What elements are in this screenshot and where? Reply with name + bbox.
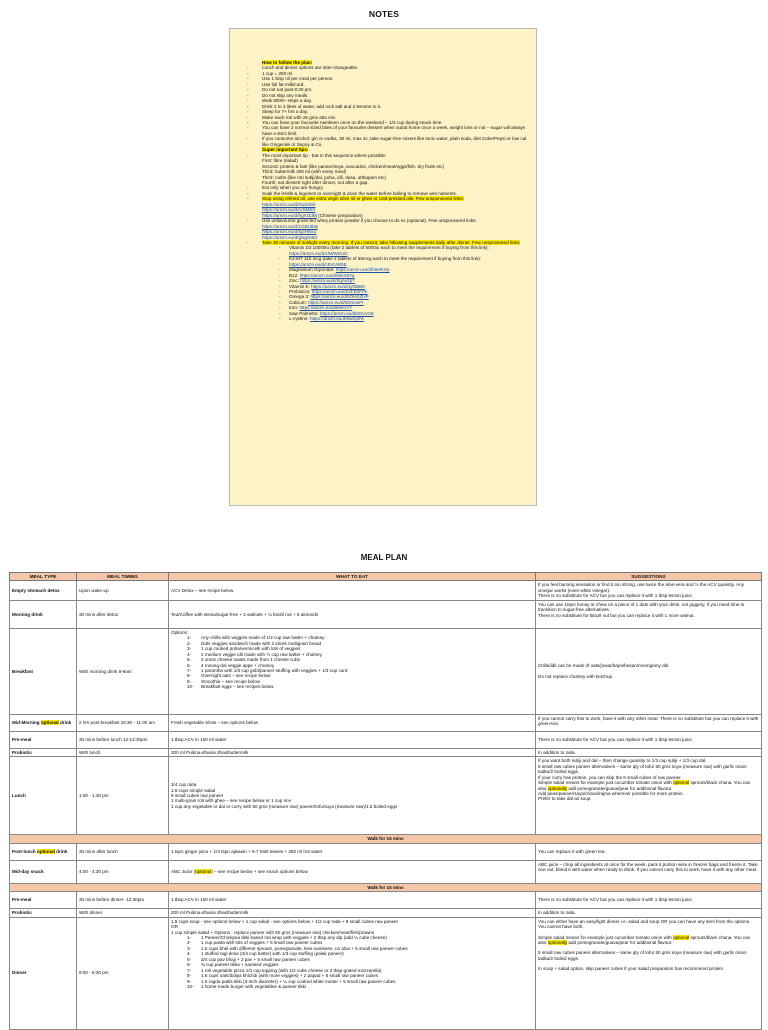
option-text: Smoothie – see recipe below [201, 678, 260, 684]
bullet-dash: - [279, 283, 281, 289]
suggestion-line: If you want both subji and dal – then change quantity to 1/3 cup subji + 1/3 cup dal. [538, 758, 707, 764]
supplement-label: Calcium: [289, 299, 309, 305]
meal-type: Probiotic [10, 909, 77, 917]
bullet-dash: - [247, 125, 249, 131]
option-number: 9- [187, 978, 192, 984]
bullet-dash: - [279, 267, 281, 273]
option-number: 7- [187, 967, 192, 973]
supplement-item [247, 245, 532, 256]
suggestions [536, 917, 762, 1029]
bullet-dash: - [247, 103, 249, 109]
meal-timing: With dinner [77, 909, 169, 917]
sequence-item-text: First: fibre (salad) [262, 158, 298, 164]
what-to-eat [169, 628, 536, 714]
supplement-label: L-cystine: [289, 316, 310, 322]
suggestions: ABC juice – chop all ingredients at once for the week, pack it portion wise in freezer bags and freeze it. Take one out, blend it with water when ready to drink. If you cannot carry this to work, have it with any other meal. [536, 860, 762, 883]
food-line: 3/4 cup raita [171, 782, 197, 788]
meal-type: Pre-meal [10, 892, 77, 909]
supplement-label: K2-MT 110 mcg (take 2 tablets of 55mcg each to meet the requirement if buying from this link): [289, 256, 482, 262]
options-label: Options: [171, 629, 189, 635]
table-header-row [10, 573, 762, 581]
supplement-text [289, 245, 532, 256]
header-meal-timing: MEAL TIMING [77, 573, 169, 581]
option-number: 3- [187, 945, 192, 951]
bullet-dash: - [279, 305, 281, 311]
what-to-eat: 1 tbsp ACV in 150 ml water [169, 892, 536, 909]
option-text: 1.5 ragda pattis tikki (3-inch diameter) + ¼ cup cooked white mutter + 5 small raw paneer cubes [201, 978, 396, 984]
option-number: 9- [187, 678, 192, 684]
bullet-dash: - [247, 81, 249, 87]
food-line: 1.5 cups simple salad [171, 787, 216, 793]
notes-item-text: You can have 2 normal sized bites of your favourite dessert when out/at home once a week, weight loss or not – sugar will always have a strict limit. [262, 125, 526, 136]
supplement-label: Zinc: [289, 278, 301, 284]
bullet-dash: - [247, 76, 249, 82]
option-number: 4- [187, 651, 192, 657]
option-number: 2- [187, 940, 192, 946]
meal-type: Morning drink [10, 600, 77, 628]
notes-item-text: Soak the lentils & legumes to overnight & drain the water before boiling to remove anti-nutrients. [262, 190, 458, 196]
food-line: 8 small cubes raw paneer [171, 793, 224, 799]
notes-title: NOTES [368, 9, 400, 19]
option-text: 1 cup pasta with lots of veggies + 5 small raw paneer cubes [201, 940, 323, 946]
food-line: OR [171, 924, 178, 930]
what-to-eat: ACV Detox – see recipe below [169, 581, 536, 600]
option-number: 1- [187, 635, 192, 641]
notes-item-text: You can have your favourite namkeen once on the weekend – 1/3 cup during snack time. [262, 119, 443, 125]
option-text: Any chilla with veggies made of 1/2 cup raw batter + chutney [201, 635, 325, 641]
meal-type: Breakfast [10, 628, 77, 714]
meal-type: Probiotic [10, 748, 77, 756]
option-text: 2 onion cheese toasts made from 1 cheese cube [201, 657, 301, 663]
meal-plan-table [9, 572, 762, 1030]
notes-item-text: Do not skip any meals. [262, 92, 309, 98]
notes-item-text: Walk 8000+ steps a day. [262, 98, 312, 104]
meal-timing: 30 mins after detox [77, 600, 169, 628]
meal-type: Dinner [10, 917, 77, 1029]
option-number: 7- [187, 667, 192, 673]
product-link[interactable]: https://amzn.eu/d/0wdcl6h [262, 201, 316, 207]
suggestion-line: If your curry has protein, you can skip the 8 small cubes of raw paneer. [538, 774, 682, 780]
product-link[interactable]: https://amzn.eu/d/iVSMEfr [262, 207, 316, 213]
food-line: 1 cup any vegetable or dal or curry with 50 gms (measure raw) paneer/tofu/soya (measure raw)/1.5 boiled eggs [171, 803, 398, 809]
supplement-link[interactable]: https://amzn.eu/d/6GvVX8 [319, 310, 374, 316]
bullet-dash: - [279, 316, 281, 322]
bullet-dash: - [247, 185, 249, 191]
header-what-to-eat: WHAT TO EAT [169, 573, 536, 581]
supplement-link[interactable]: https://amzn.eu/d/0DmoxFr [308, 299, 364, 305]
option-text: 3/4 cup pav bhaji + 2 pav + 5 small raw paneer cubes [201, 956, 310, 962]
what-to-eat: 200 ml Pudina-dhania dhas/buttermilk [169, 909, 536, 917]
bullet-dash: - [279, 272, 281, 278]
what-to-eat [169, 757, 536, 835]
optional-highlight: optional [673, 934, 690, 940]
meal-timing: With morning drink 8-9am [77, 628, 169, 714]
notes-item: - The most important tip - Eat in this sequence where possible: [247, 153, 532, 158]
option-number: 3- [187, 646, 192, 652]
table-row [10, 714, 762, 731]
food-text: ABC Juice ( [171, 868, 196, 874]
option-text: Dahi veggies sandwich made with 2 slices multigrain bread [201, 640, 322, 646]
notes-item-text: Sleep for 7+ hrs a day. [262, 109, 309, 115]
meal-timing: 30 mins before dinner- 12:30pm [77, 892, 169, 909]
sequence-item-text: Third: carbs (like roti subji/dal, poha, idli, dosa, utthapam etc) [262, 174, 386, 180]
suggestion-line: 5 small raw cubes paneer alternatives – same qty of tofu/ 50 gms soya (measure raw) with garlic onion tadka/2 boiled eggs. [538, 763, 747, 775]
oil-tip: Stop using refined oil, use extra virgin olive oil or ghee or cold-pressed oils. Few unsponsored links: [262, 196, 464, 202]
optional-highlight: optional [673, 780, 690, 786]
bullet-dash: - [247, 92, 249, 98]
bullet-dash: - [279, 299, 281, 305]
suggestion-line [538, 935, 759, 946]
notes-item-text: 1 cup = 250 ml [262, 70, 293, 76]
sun-tip-row: - Take 30 minutes of sunlight every morning. If you cannot, take following supplements daily after dinner. Few unsponsored links: [247, 239, 521, 245]
what-to-eat [169, 860, 536, 883]
what-to-eat: Tea/Coffee with stevia/sugar-free + 2 walnuts + ¼ brazil nut + 5 almonds [169, 600, 536, 628]
suggestions: There is no substitute for ACV but you can replace it with 1 tbsp lemon juice. [536, 731, 762, 748]
option-number: 6- [187, 662, 192, 668]
option-text: 1 home-made burger with vegetables & paneer tikki [201, 984, 306, 990]
meal-timing: 4:00 - 4:30 pm [77, 860, 169, 883]
suggestions [536, 757, 762, 835]
optional-highlight: optional [195, 868, 212, 874]
food-line: 1.5 cups soup - see options below + 1 cup salad - see options below + 1/2 cup raita + 8 small cubes raw paneer [171, 918, 399, 924]
option-number: 5- [187, 657, 192, 663]
supplement-label: Omega 3: [289, 294, 311, 300]
meal-type [10, 843, 77, 860]
option-number: 2- [187, 640, 192, 646]
option-text: ¾ cup paneer tikka + sauteed veggies [201, 962, 279, 968]
supplement-link[interactable]: https://amzn.eu/d/2FE0FPk [311, 289, 368, 295]
meal-plan-title: MEAL PLAN [360, 553, 408, 562]
sequence-item-text: Second: protein & fats (like paneer/soya, avocados, chicken/meat/eggs/fish, dry fruits etc) [262, 163, 445, 169]
supplement-link[interactable]: https://amzn.eu/d/4y0lBB6 [311, 283, 365, 289]
suggestion-line: In soup + salad option, skip paneer cubes if your salad preparation has recommend protein. [538, 966, 725, 972]
notes-item-text: If you consume alcohol: gin or vodka, 30 ml, max 2x, take sugar-free mixers like tonic water, plain soda, diet Coke/Pepsi or low cal like Gingerale or Sepoy & Co. [262, 136, 527, 147]
suggestion-text: Simple salad means for example just cucumber tomato onion with [538, 934, 674, 940]
bullet-dash: - [279, 256, 281, 262]
supplement-label: Vitamin D3 10000iu (take 2 tablets of 5000iu each to meet the requirement if buying from this link) : [289, 245, 491, 251]
suggestions [536, 600, 762, 628]
notes-box [229, 28, 537, 506]
bullet-dash: - [247, 119, 249, 125]
meal-timing: 1:00 - 1:30 pm [77, 757, 169, 835]
meal-timing: 30 mins after lunch [77, 843, 169, 860]
product-link[interactable]: https://amzn.eu/d/1G813bB [262, 223, 318, 229]
supplement-item [247, 316, 532, 321]
table-row [10, 860, 762, 883]
bullet-dash: - [279, 310, 281, 316]
supplement-link[interactable]: https://amzn.eu/d/c5VUW5E [289, 261, 347, 267]
what-to-eat: Fresh vegetable shots – see options below [169, 714, 536, 731]
suggestion-line: Chilla/idli can be made of oats/jowar/bajra/besan/moong/any dal. [538, 663, 670, 669]
supplement-item [247, 256, 532, 267]
food-line: 1 multi-grain roti with ghee – see recipe below or 1 cup rice [171, 798, 292, 804]
supplement-link[interactable]: https://amzn.eu/d/2qAv2p7 [300, 278, 355, 284]
product-link[interactable]: https://amzn.eu/d/hgXGdBl [262, 212, 317, 218]
bullet-dash: - [247, 136, 249, 142]
option-item [171, 684, 533, 689]
notes-item-text: Eat only when you are hungry. [262, 185, 324, 191]
option-number: 6- [187, 962, 192, 968]
suggestion-line: There is no substitute for Brazil nut but you can replace it with 1 more walnut. [538, 612, 695, 618]
bullet-dash: - [247, 190, 249, 196]
option-text: 1.5 cups bhel with different sprouts, pomegranate, less namkeen, no aloo + 5 small raw paneer cubes [201, 945, 408, 951]
suggestion-line: You can use 1tspn honey or chew on a piece of 1 date with your drink, not jaggery, if you need time to transition to sugar-free alternatives. [538, 601, 745, 613]
food-text: ) – see recipe below + see snack options below [211, 868, 308, 874]
header-meal-type: MEAL TYPE [10, 573, 77, 581]
option-text: 1 paranthа with 1/3 cup gobi/paneer stuffing with veggies + 1/3 cup curd [201, 667, 348, 673]
suggestions: There is no substitute for ACV but you can replace it with 1 tbsp lemon juice. [536, 892, 762, 909]
meal-type: Lunch [10, 757, 77, 835]
table-row [10, 909, 762, 917]
option-text: 1 roti vegetable pizza 1/3 cup topping (with 1/2 cube cheese or 2 tbsp grated mozzarella) [201, 967, 382, 973]
option-number: 8- [187, 973, 192, 979]
supplement-link[interactable]: https://amzn.eu/d/6wKpfNr [309, 316, 365, 322]
meal-type-text: Mid-Morning [12, 720, 41, 726]
meal-type-text: drink [54, 848, 68, 854]
option-number: 1- [187, 934, 192, 940]
notes-item-text: Use 1 tbsp oil per meal per person. [262, 76, 334, 82]
table-row [10, 843, 762, 860]
how-to-heading: How to follow the plan: [262, 60, 313, 65]
option-text: 1 Paneer/Chickpea tikki based roti wrap with veggies + 2 tbsp any dip (add ¼ cube cheese) [201, 934, 387, 940]
oil-tip-row: - Stop using refined oil, use extra virgin olive oil or ghee or cold-pressed oils. Few unsponsored links: [247, 196, 464, 202]
table-row [10, 757, 762, 835]
supplement-link[interactable]: https://amzn.eu/d/hOHSZHP [310, 294, 369, 300]
bullet-dash: - [247, 87, 249, 93]
supplement-link[interactable]: https://amzn.eu/d/1lWWGoO [289, 250, 348, 256]
super-tips-heading: Super important tips: [262, 147, 309, 153]
bullet-dash: - [247, 109, 249, 115]
meal-type-text: drink [58, 720, 72, 726]
notes-item-text: Make each roti with 25 gms atta mix. [262, 114, 337, 120]
meal-type: Empty stomach detox [10, 581, 77, 600]
link-suffix: (Chinese preparation) [316, 212, 363, 218]
what-to-eat: 200 ml Pudina-dhania dhas/buttermilk [169, 748, 536, 756]
option-number: 10- [187, 684, 194, 690]
sequence-item-text: Fourth: eat dessert right after dinner, not after a gap. [262, 179, 369, 185]
what-to-eat: 1 tspn ginger juice + 1/4 tspn ajwaein + 5-7 Mint leaves + 250 ml hot water [169, 843, 536, 860]
supplement-label: B12: [289, 272, 300, 278]
supplement-link[interactable]: https://amzn.eu/d/bifeoVY [299, 305, 353, 311]
suggestion-line: If you feel burning sensation or find it too strong, use twice the aloe-vera and ½ the ACV quantity. Any vinegar works (even white vinegar). [538, 582, 744, 593]
option-text: Breakfast eggs – see recipes below [201, 684, 274, 690]
meal-timing: 30 mins before lunch 12-12:30pm [77, 731, 169, 748]
option-number: 5- [187, 956, 192, 962]
suggestion-text: add pomegranate/guava/pear for additional flavour. [567, 939, 673, 945]
product-link[interactable]: https://amzn.eu/d/gNg0x9d [262, 234, 317, 240]
optional-highlight: optional [37, 848, 55, 854]
suggestion-text: add pomegranate/guava/pear for additional flavour. [567, 785, 673, 791]
option-text: 1 stuffed ragi dosa (3/4 cup batter) with 1/3 cup stuffing (palak paneer) [201, 951, 344, 957]
suggestions: In addition to raita. [536, 748, 762, 756]
supplement-label: Vitamin E: [289, 283, 312, 289]
suggestion-line: There is no substitute for ACV but you can replace it with 1 tbsp lemon juice. [538, 593, 693, 599]
option-item [171, 984, 533, 989]
bullet-dash: - [279, 278, 281, 284]
meal-type: Pre-meal [10, 731, 77, 748]
food-line: 1 cup simple salad + Options : replace paneer with 50 gms (measure raw) chicken/meat/fish/prawns [171, 929, 375, 935]
option-number: 4- [187, 951, 192, 957]
table-row [10, 748, 762, 756]
option-number: 8- [187, 673, 192, 679]
option-number: 10- [187, 984, 194, 990]
supplement-text [289, 316, 364, 321]
tip-intro: The most important tip - Eat in this sequence where possible: [262, 152, 387, 158]
table-row [10, 600, 762, 628]
table-row [10, 892, 762, 909]
option-text: Overnight oats – see recipe below [201, 673, 271, 679]
suggestions [536, 628, 762, 714]
suggestion-text: sprouts/black chana. You can also [538, 780, 751, 791]
supplement-label: Saw Palmetto: [289, 310, 320, 316]
option-text: 1.5 cups oats/daliya khichdi (with more veggies) + 2 papad + 5 small raw paneer cubes [201, 973, 378, 979]
meal-type [10, 714, 77, 731]
bullet-dash: - [247, 65, 249, 71]
suggestion-line: 5 small raw cubes paneer alternatives – same qty of tofu/ 50 gms soya (measure raw) with garlic onion tadka/2 boiled eggs. [538, 950, 747, 961]
supplement-label: Iron: [289, 305, 300, 311]
walk-row [10, 835, 762, 843]
notes-item-text: Drink 2 to 3 litres of water, add rock salt and 2 lemons to it. [262, 103, 382, 109]
option-text: 2 medium veggie idli made with ½ cup raw batter + chutney [201, 651, 322, 657]
suggestion-line: You can either have an easy/light dinner i.e. salad and soup OR you can have any item from the options. You cannot have both. [538, 918, 751, 930]
table-row [10, 628, 762, 714]
notes-item [247, 125, 532, 136]
meal-timing: With lunch [77, 748, 169, 756]
supplement-link[interactable]: https://amzn.eu/d/6WJ4tYq [299, 272, 355, 278]
notes-item-text: Do not eat past 8:30 pm. [262, 87, 313, 93]
table-row [10, 581, 762, 600]
bullet-dash: - [279, 289, 281, 295]
walk-row [10, 883, 762, 891]
suggestion-line: Do not replace chutney with ketchup. [538, 673, 614, 679]
table-row [10, 731, 762, 748]
suggestion-text: sprouts/black chana. You can also [538, 934, 751, 945]
bullet-dash: - [279, 245, 281, 251]
walk-label: Walk for 15 mins [10, 883, 762, 891]
suggestion-line [538, 780, 759, 791]
optionally-highlight: optionally [547, 939, 568, 945]
supplement-label: Magnesium Glycinate: [289, 267, 336, 273]
meal-timing: 8:00 - 8:30 pm [77, 917, 169, 1029]
bullet-dash: - [279, 294, 281, 300]
meal-timing: Upon wake-up [77, 581, 169, 600]
bullet-dash: - [247, 98, 249, 104]
supplement-label: Probiotics: [289, 289, 312, 295]
suggestions: If you cannot carry this to work, have it with any other meal. There is no substitute but you can replace it with green-tea. [536, 714, 762, 731]
what-to-eat: 1 tbsp ACV in 150 ml water [169, 731, 536, 748]
whey-tip: Use unflavoured grass-fed whey protein powder if you choose to do so (optional). Few unsponsored links: [262, 218, 477, 224]
meal-type: Mid-day snack [10, 860, 77, 883]
bullet-dash: - [247, 114, 249, 120]
suggestion-text: Simple salad means for example just cucumber tomato onion with [538, 780, 674, 786]
product-link[interactable]: https://amzn.eu/d/5j3HNsu [262, 229, 317, 235]
notes-item-text: Use full fat milk/curd. [262, 81, 305, 87]
suggestions: In addition to raita. [536, 909, 762, 917]
option-text: 4 moong-dal veggie appe + chutney [201, 662, 275, 668]
meal-timing: 2 hrs post breakfast 10:30 - 11:00 am [77, 714, 169, 731]
supplement-link[interactable]: https://amzn.eu/d/h9eRJrp [335, 267, 390, 273]
suggestions [536, 581, 762, 600]
optional-highlight: optional [40, 720, 59, 726]
supplement-text [289, 256, 532, 267]
walk-label: Walk for 15 mins [10, 835, 762, 843]
header-suggestions: SUGGESTIONS [536, 573, 762, 581]
notes-item [247, 136, 532, 147]
option-text: 1 cup cooked poha/vermicelli with lots of veggies [201, 646, 301, 652]
suggestion-line: Add peas/paneer/soya/chana/rajma wherever possible for more protein. [538, 790, 684, 796]
suggestion-line: Prefer to take dal as soup. [538, 796, 592, 802]
sequence-item-text: Third: buttermilk 200 ml (with every meal) [262, 169, 347, 175]
notes-item-text: Lunch and dinner options are inter-changeable. [262, 65, 359, 71]
sun-tip: Take 30 minutes of sunlight every morning. If you cannot, take following supplements daily after dinner. Few unsponsored links: [262, 239, 521, 245]
what-to-eat [169, 917, 536, 1029]
table-row [10, 917, 762, 1029]
suggestions: You can replace it with green tea. [536, 843, 762, 860]
optionally-highlight: optionally [547, 785, 568, 791]
bullet-dash: - [247, 70, 249, 76]
meal-type-text: Post-lunch [12, 848, 38, 854]
whey-tip-row: - Use unflavoured grass-fed whey protein powder if you choose to do so (optional). Few unsponsored links: [247, 218, 532, 223]
